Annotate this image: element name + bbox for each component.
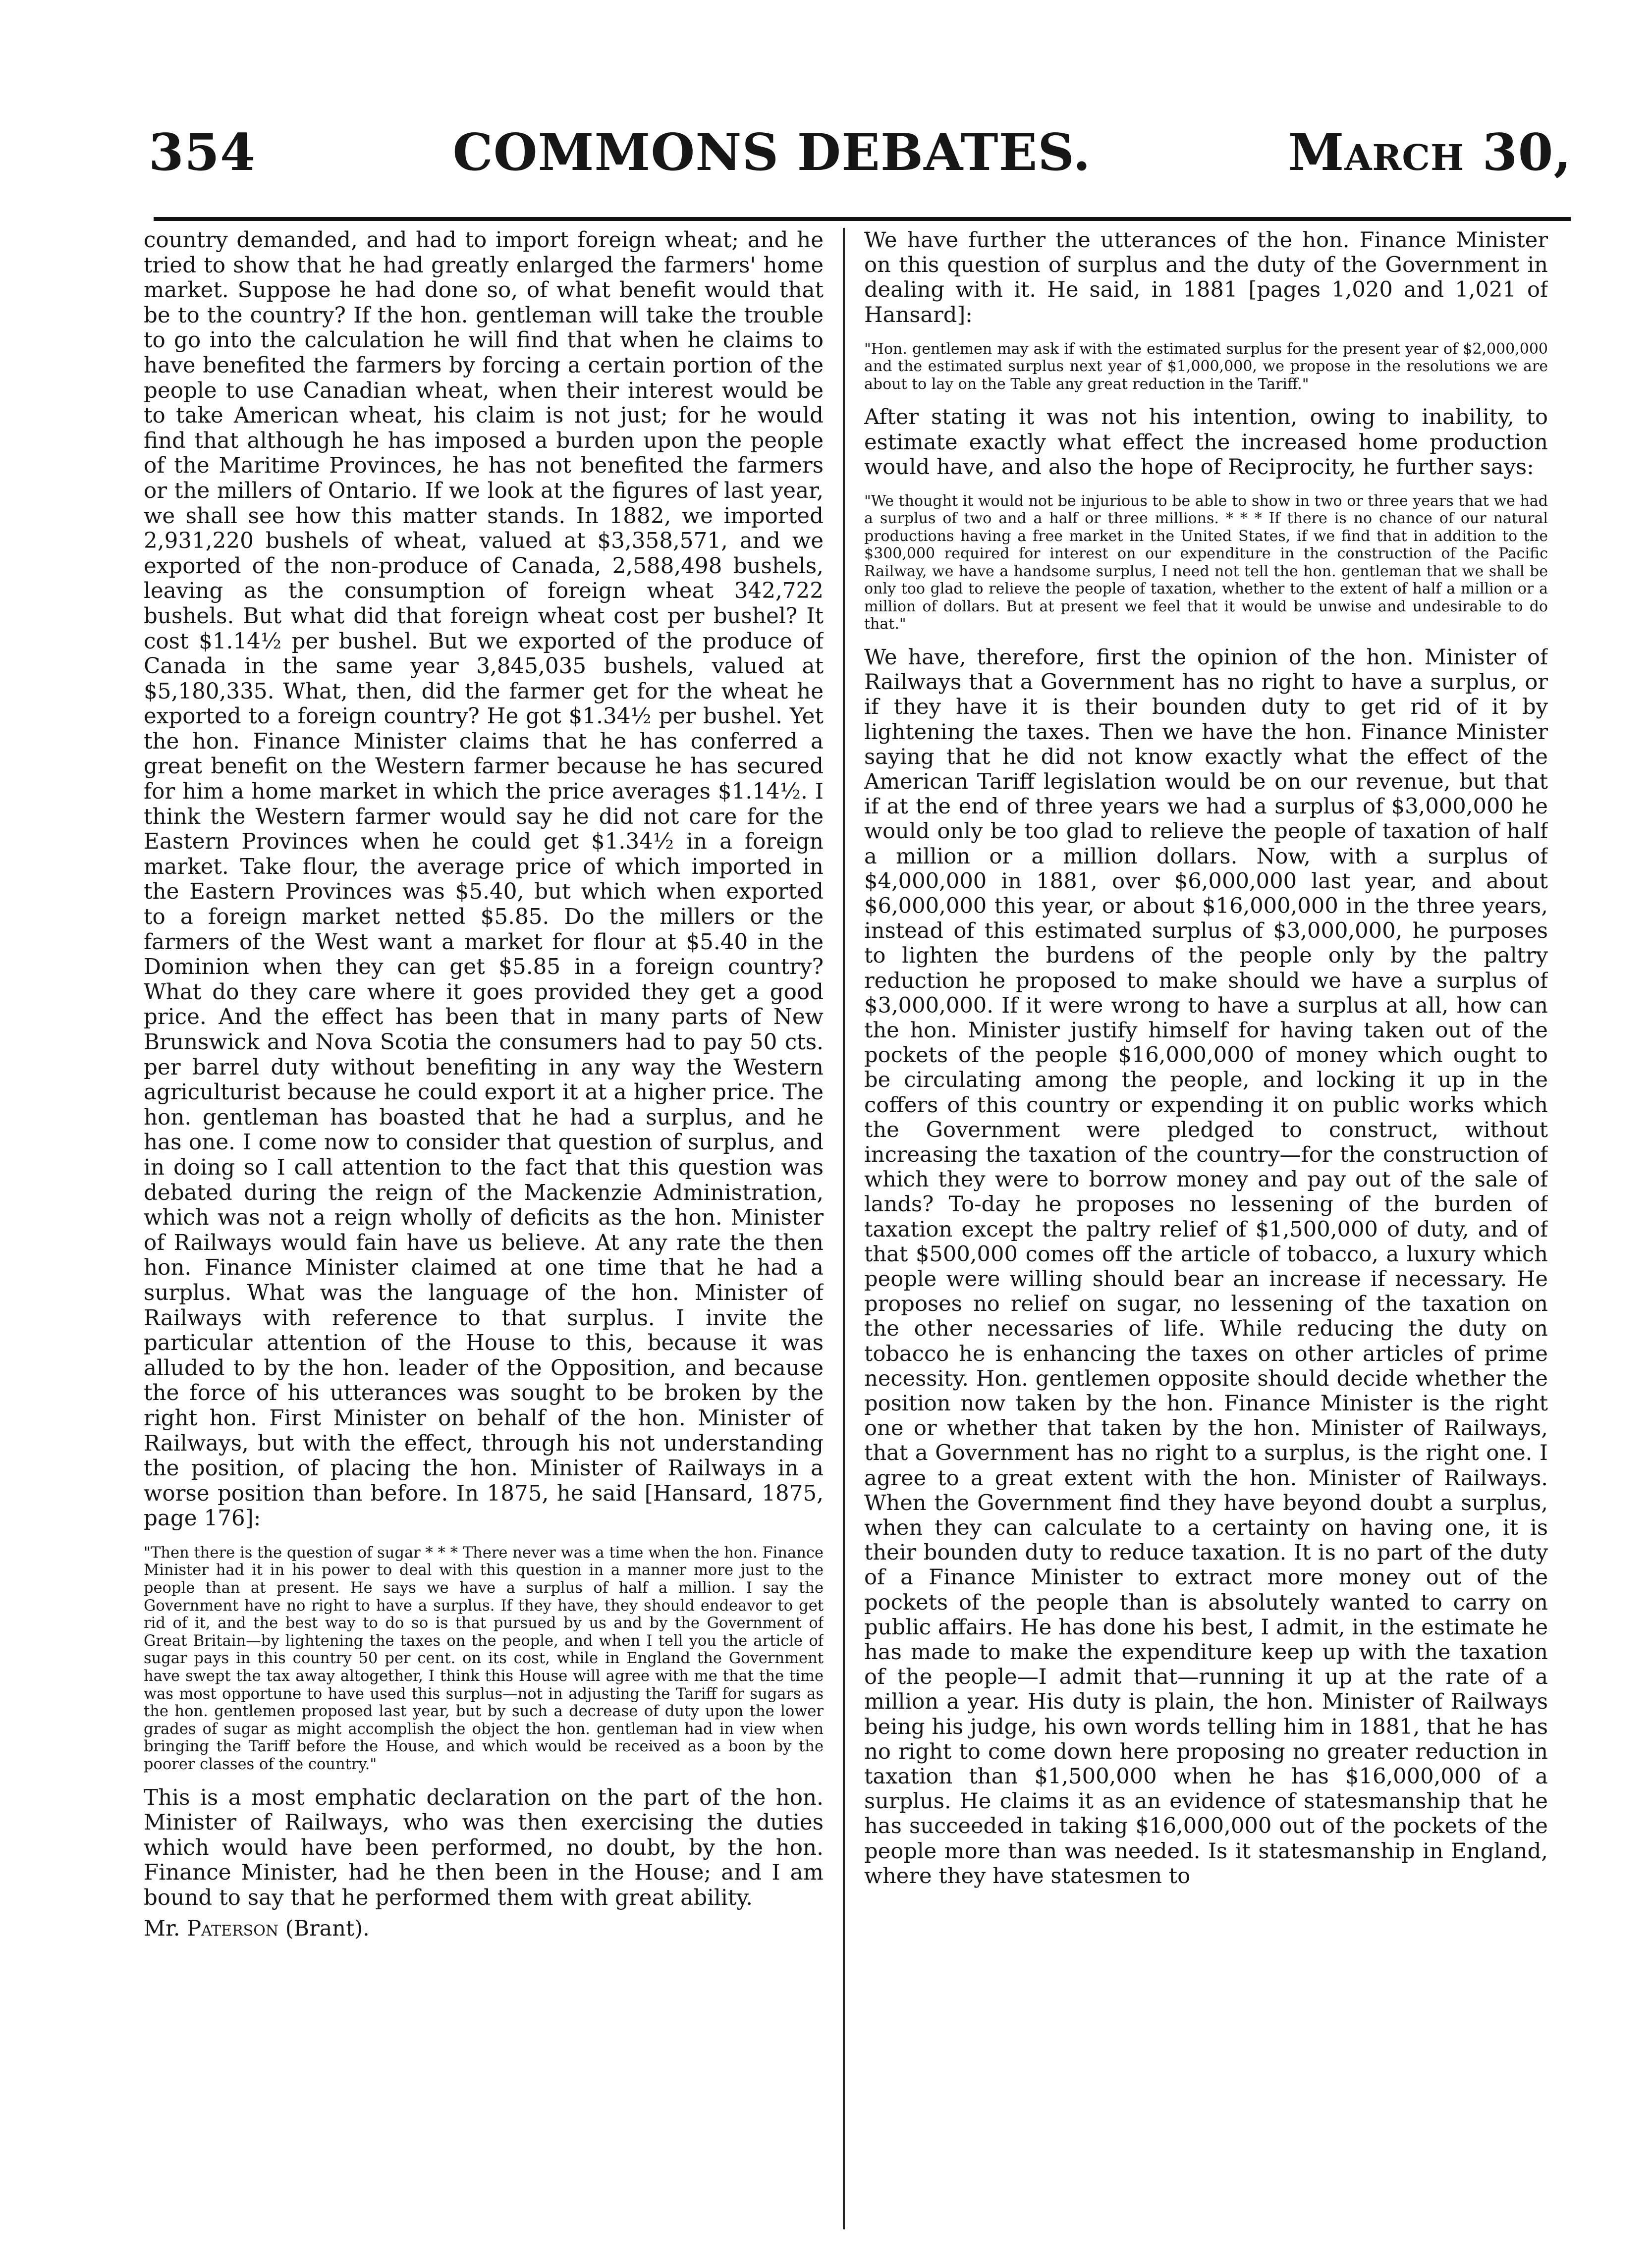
speaker-prefix: Mr. xyxy=(144,1916,180,1941)
left-paragraph-1: country demanded, and had to import foreign wheat; and he tried to show that he had greatly enlarged the farmers' home market. Suppose he had done so, of what benefit would that be to the country? If the hon. gentleman will take the trouble to go into the calculation he will find that when he claims to have benefited the farmers by forcing a certain portion of the people to use Canadian wheat, when their interest would be to take American wheat, his claim is not just; for he would find that although he has imposed a burden upon the people of the Maritime Provinces, he has not benefited the farmers or the millers of Ontario. If we look at the figures of last year, we shall see how this matter stands. In 1882, we imported 2,931,220 bushels of wheat, valued at $3,358,571, and we exported of the non-produce of Canada, 2,588,498 bushels, leaving as the consumption of foreign wheat 342,722 bushels. But what did that foreign wheat cost per bushel? It cost $1.14½ per bushel. But we exported of the produce of Canada in the same year 3,845,035 bushels, valued at $5,180,335. What, then, did the farmer get for the wheat he exported to a foreign country? He got $1.34½ per bushel. Yet the hon. Finance Minister claims that he has conferred a great benefit on the Western farmer because he has secured for him a home market in which the price averages $1.14½. I think the Western farmer would say he did not care for the Eastern Provinces when he could get $1.34½ in a foreign market. Take flour, the average price of which imported in the Eastern Provinces was $5.40, but which when exported to a foreign market netted $5.85. Do the millers or the farmers of the West want a market for flour at $5.40 in the Dominion when they can get $5.85 in a foreign country? What do they care where it goes provided they get a good price. And the effect has been that in many parts of New Brunswick and Nova Scotia the consumers had to pay 50 cts. per barrel duty without benefiting in any way the Western agriculturist because he could export it at a higher price. The hon. gentleman has boasted that he had a surplus, and he has one. I come now to consider that question of surplus, and in doing so I call attention to the fact that this question was debated during the reign of the Mackenzie Administration, which was not a reign wholly of deficits as the hon. Minister of Railways would fain have us believe. At any rate the then hon. Finance Minister claimed at one time that he had a surplus. What was the language of the hon. Minister of Railways with reference to that surplus. I invite the particular attention of the House to this, because it was alluded to by the hon. leader of the Opposition, and because the force of his utterances was sought to be broken by the right hon. First Minister on behalf of the hon. Minister of Railways, but with the effect, through his not understanding the position, of placing the hon. Minister of Railways in a worse position than before. In 1875, he said [Hansard, 1875, page 176]: xyxy=(144,228,824,1531)
right-paragraph-1: We have further the utterances of the hon. Finance Minister on this question of surplus and the duty of the Government in dealing with it. He said, in 1881 [pages 1,020 and 1,021 of Hansard]: xyxy=(864,228,1548,327)
speaker-name: Paterson xyxy=(187,1916,279,1941)
publication-title: COMMONS DEBATES. xyxy=(452,123,1091,182)
speaker-line xyxy=(144,1916,824,1942)
header-rule xyxy=(154,217,1571,221)
speaker-riding: (Brant). xyxy=(285,1916,370,1941)
right-quotation-2: "We thought it would not be injurious to be able to show in two or three years that we had a surplus of two and a half or three millions. * * * If there is no chance of our natural productions having a free market in the United States, if we find that in addition to the $300,000 required for interest on our expenditure in the construction of the Pacific Railway, we have a handsome surplus, I need not tell the hon. gentleman that we shall be only too glad to relieve the people of taxation, whether to the extent of half a million or a million of dollars. But at present we feel that it would be unwise and undesirable to do that." xyxy=(864,492,1548,633)
page-number: 354 xyxy=(149,123,256,182)
left-column xyxy=(144,228,824,2244)
right-column xyxy=(864,228,1548,2244)
right-paragraph-2: After stating it was not his intention, owing to inability, to estimate exactly what effect the increased home production would have, and also the hope of Reciprocity, he further says: xyxy=(864,405,1548,480)
right-paragraph-3: We have, therefore, first the opinion of the hon. Minister of Railways that a Government has no right to have a surplus, or if they have it is their bounden duty to get rid of it by lightening the taxes. Then we have the hon. Finance Minister saying that he did not know exactly what the effect of the American Tariff legislation would be on our revenue, but that if at the end of three years we had a surplus of $3,000,000 he would only be too glad to relieve the people of taxation of half a million or a million dollars. Now, with a surplus of $4,000,000 in 1881, over $6,000,000 last year, and about $6,000,000 this year, or about $16,000,000 in the three years, instead of this estimated surplus of $3,000,000, he purposes to lighten the burdens of the people only by the paltry reduction he proposed to make should we have a surplus of $3,000,000. If it were wrong to have a surplus at all, how can the hon. Minister justify himself for having taken out of the pockets of the people $16,000,000 of money which ought to be circulating among the people, and locking it up in the coffers of this country or expending it on public works which the Government were pledged to construct, without increasing the taxation of the country—for the construction of which they were to borrow money and pay out of the sale of lands? To-day he proposes no lessening of the burden of taxation except the paltry relief of $1,500,000 of duty, and of that $500,000 comes off the article of tobacco, a luxury which people were willing should bear an increase if necessary. He proposes no relief on sugar, no lessening of the taxation on the other necessaries of life. While reducing the duty on tobacco he is enhancing the taxes on other articles of prime necessity. Hon. gentlemen opposite should decide whether the position now taken by the hon. Finance Minister is the right one or whether that taken by the hon. Minister of Railways, that a Government has no right to a surplus, is the right one. I agree to a great extent with the hon. Minister of Railways. When the Government find they have beyond doubt a surplus, when they can calculate to a certainty on having one, it is their bounden duty to reduce taxation. It is no part of the duty of a Finance Minister to extract more money out of the pockets of the people than is absolutely wanted to carry on public affairs. He has done his best, I admit, in the estimate he has made to make the expenditure keep up with the taxation of the people—I admit that—running it up at the rate of a million a year. His duty is plain, the hon. Minister of Railways being his judge, his own words telling him in 1881, that he has no right to come down here proposing no greater reduction in taxation than $1,500,000 when he has $16,000,000 of a surplus. He claims it as an evidence of statesmanship that he has succeeded in taking $16,000,000 out of the pockets of the people more than was needed. Is it statesmanship in England, where they have statesmen to xyxy=(864,645,1548,1889)
left-quotation-1: "Then there is the question of sugar * * * There never was a time when the hon. Finance Minister had it in his power to deal with this question in a manner more just to the people than at present. He says we have a surplus of half a million. I say the Government have no right to have a surplus. If they have, they should endeavor to get rid of it, and the best way to do so is that pursued by us and by the Government of Great Britain—by lightening the taxes on the people, and when I tell you the article of sugar pays in this country 50 per cent. on its cost, while in England the Government have swept the tax away altogether, I think this House will agree with me that the time was most opportune to have used this surplus—not in adjusting the Tariff for sugars as the hon. gentlemen proposed last year, but by such a decrease of duty upon the lower grades of sugar as might accomplish the object the hon. gentleman had in view when bringing the Tariff before the House, and which would be received as a boon by the poorer classes of the country." xyxy=(144,1544,824,1773)
column-divider xyxy=(843,228,845,2229)
right-quotation-1: "Hon. gentlemen may ask if with the estimated surplus for the present year of $2,000,000 and the estimated surplus next year of $1,000,000, we propose in the resolutions we are about to lay on the Table any great reduction in the Tariff." xyxy=(864,340,1548,393)
page-date: March 30, xyxy=(1288,123,1572,182)
page-header xyxy=(149,123,1572,197)
left-paragraph-2: This is a most emphatic declaration on the part of the hon. Minister of Railways, who was then exercising the duties which would have been performed, no doubt, by the hon. Finance Minister, had he then been in the House; and I am bound to say that he performed them with great ability. xyxy=(144,1785,824,1910)
